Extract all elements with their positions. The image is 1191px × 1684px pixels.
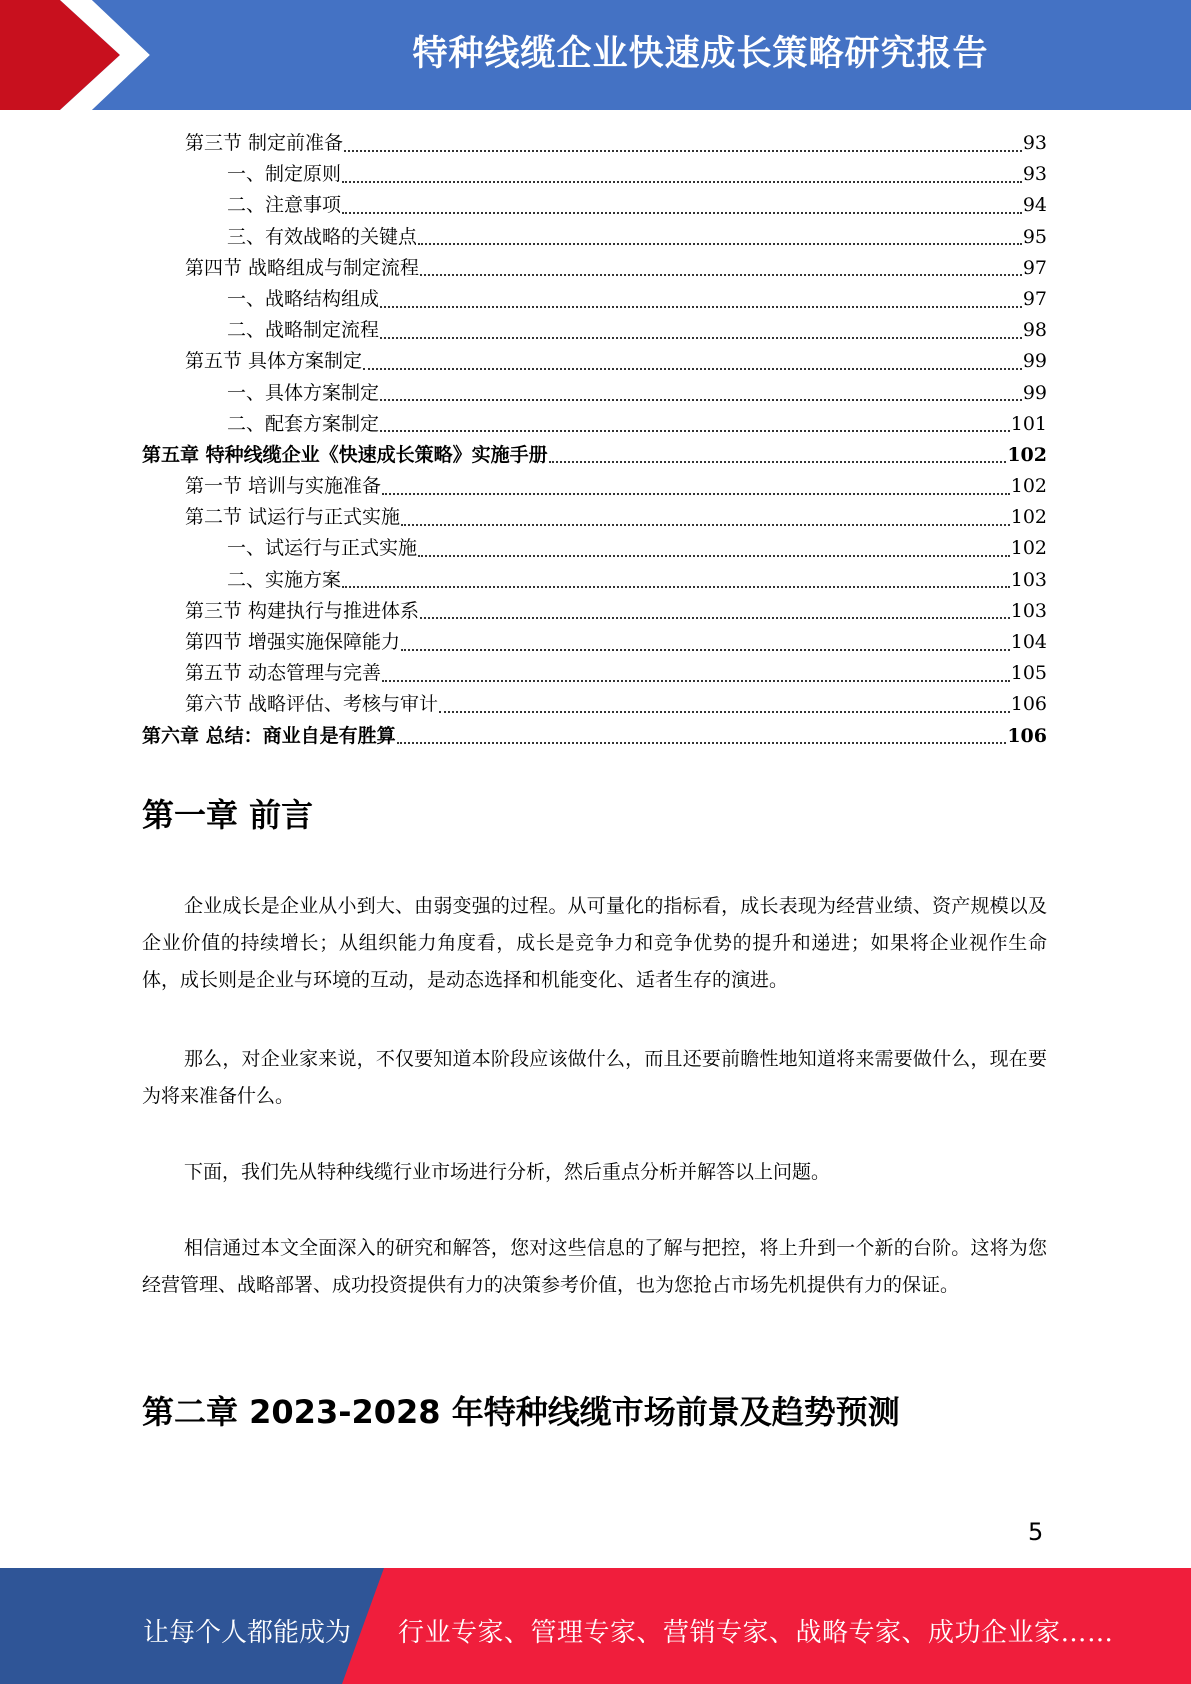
toc-entry-title: 第五节 具体方案制定 [185, 350, 363, 373]
chapter-heading-2: 第二章 2023-2028 年特种线缆市场前景及趋势预测 [142, 1393, 900, 1431]
toc-dot-leader [397, 742, 1007, 744]
toc-entry[interactable] [142, 533, 1047, 564]
toc-entry-title: 第五节 动态管理与完善 [185, 662, 382, 685]
toc-entry-page: 103 [1010, 568, 1047, 591]
toc-entry-title: 第一节 培训与实施准备 [185, 475, 382, 498]
toc-entry-page: 98 [1022, 319, 1047, 342]
toc-dot-leader [418, 243, 1022, 245]
toc-entry-title: 第五章 特种线缆企业《快速成长策略》实施手册 [142, 443, 548, 466]
toc-dot-leader [342, 586, 1010, 588]
toc-entry[interactable] [142, 565, 1047, 596]
toc-entry-title: 第四节 增强实施保障能力 [185, 631, 401, 653]
toc-entry-page: 93 [1022, 163, 1047, 186]
toc-entry-page: 106 [1010, 693, 1047, 716]
toc-dot-leader [382, 680, 1010, 682]
toc-entry[interactable] [142, 502, 1047, 533]
toc-dot-leader [549, 461, 1007, 463]
toc-entry-title: 第三节 构建执行与推进体系 [185, 599, 420, 622]
toc-dot-leader [439, 711, 1010, 713]
toc-entry[interactable] [142, 128, 1047, 159]
toc-dot-leader [380, 399, 1022, 401]
toc-entry-title: 第六节 战略评估、考核与审计 [185, 693, 439, 716]
toc-dot-leader [420, 617, 1010, 619]
toc-dot-leader [380, 430, 1010, 432]
toc-entry[interactable] [142, 721, 1047, 752]
toc-entry[interactable] [142, 284, 1047, 315]
toc-entry[interactable] [142, 190, 1047, 221]
intro-paragraph-4: 相信通过本文全面深入的研究和解答，您对这些信息的了解与把控，将上升到一个新的台阶。这将为您经营管理、战略部署、成功投资提供有力的决策参考价值，也为您抢占市场先机提供有力的保证。 [142, 1237, 1047, 1296]
chapter-heading-1: 第一章 前言 [142, 796, 314, 834]
toc-entry-page: 94 [1022, 194, 1047, 217]
toc-entry-title: 一、战略结构组成 [227, 287, 380, 310]
page-number: 5 [1028, 1518, 1044, 1546]
toc-dot-leader [380, 306, 1022, 308]
toc-entry[interactable] [142, 471, 1047, 502]
toc-entry[interactable] [142, 689, 1047, 720]
toc-dot-leader [420, 274, 1022, 276]
toc-entry[interactable] [142, 222, 1047, 253]
toc-dot-leader [380, 337, 1022, 339]
page-footer [0, 1568, 1191, 1684]
toc-entry-page: 95 [1022, 225, 1047, 248]
toc-entry-title: 二、注意事项 [227, 194, 342, 217]
table-of-contents [142, 128, 1047, 752]
toc-dot-leader [401, 649, 1010, 651]
toc-entry-page: 102 [1007, 443, 1047, 466]
page-header [0, 0, 1191, 110]
toc-entry-page: 102 [1010, 506, 1047, 529]
toc-entry-page: 99 [1022, 350, 1047, 373]
toc-entry-page: 104 [1010, 631, 1047, 653]
report-title: 特种线缆企业快速成长策略研究报告 [412, 34, 989, 74]
toc-entry-page: 97 [1022, 256, 1047, 279]
footer-slogan-right: 行业专家、管理专家、营销专家、战略专家、成功企业家…… [398, 1618, 1114, 1648]
toc-entry-title: 二、实施方案 [227, 568, 342, 591]
toc-entry-title: 第三节 制定前准备 [185, 132, 344, 154]
toc-entry-page: 99 [1022, 381, 1047, 404]
toc-dot-leader [418, 555, 1010, 557]
toc-entry-title: 第四节 战略组成与制定流程 [185, 256, 420, 279]
toc-entry-page: 102 [1010, 537, 1047, 560]
toc-entry[interactable] [142, 440, 1047, 471]
toc-entry[interactable] [142, 378, 1047, 409]
toc-entry[interactable] [142, 658, 1047, 689]
toc-entry[interactable] [142, 346, 1047, 377]
toc-entry-page: 103 [1010, 599, 1047, 622]
toc-entry[interactable] [142, 159, 1047, 190]
toc-entry-title: 二、配套方案制定 [227, 412, 380, 435]
toc-entry-title: 一、具体方案制定 [227, 381, 380, 404]
toc-entry[interactable] [142, 627, 1047, 658]
toc-entry-title: 第二节 试运行与正式实施 [185, 506, 401, 529]
toc-entry[interactable] [142, 315, 1047, 346]
toc-entry-page: 101 [1010, 412, 1047, 435]
toc-entry[interactable] [142, 409, 1047, 440]
toc-entry-page: 102 [1010, 475, 1047, 498]
toc-entry-page: 106 [1007, 724, 1047, 747]
toc-entry-title: 第六章 总结：商业自是有胜算 [142, 724, 396, 747]
toc-dot-leader [342, 181, 1022, 183]
header-arrow-decoration [0, 0, 150, 110]
toc-entry-title: 二、战略制定流程 [227, 319, 380, 342]
intro-paragraph-1: 企业成长是企业从小到大、由弱变强的过程。从可量化的指标看，成长表现为经营业绩、资产规模以及企业价值的持续增长；从组织能力角度看，成长是竞争力和竞争优势的提升和递进；如果将企业视作生命体，成长则是企业与环境的互动，是动态选择和机能变化、适者生存的演进。 [142, 895, 1047, 991]
intro-paragraph-2: 那么，对企业家来说，不仅要知道本阶段应该做什么，而且还要前瞻性地知道将来需要做什么，现在要为将来准备什么。 [142, 1048, 1047, 1107]
toc-entry-page: 93 [1022, 132, 1047, 154]
toc-dot-leader [401, 524, 1010, 526]
toc-entry[interactable] [142, 253, 1047, 284]
toc-dot-leader [344, 150, 1022, 152]
toc-entry-title: 一、制定原则 [227, 163, 342, 186]
intro-paragraph-3: 下面，我们先从特种线缆行业市场进行分析，然后重点分析并解答以上问题。 [184, 1161, 831, 1183]
toc-dot-leader [363, 368, 1022, 370]
toc-entry-title: 三、有效战略的关键点 [227, 225, 418, 248]
toc-dot-leader [342, 212, 1022, 214]
toc-entry[interactable] [142, 596, 1047, 627]
toc-entry-page: 105 [1010, 662, 1047, 685]
toc-entry-page: 97 [1022, 287, 1047, 310]
toc-entry-title: 一、试运行与正式实施 [227, 537, 418, 560]
toc-dot-leader [382, 493, 1010, 495]
footer-slogan-left: 让每个人都能成为 [143, 1618, 352, 1648]
